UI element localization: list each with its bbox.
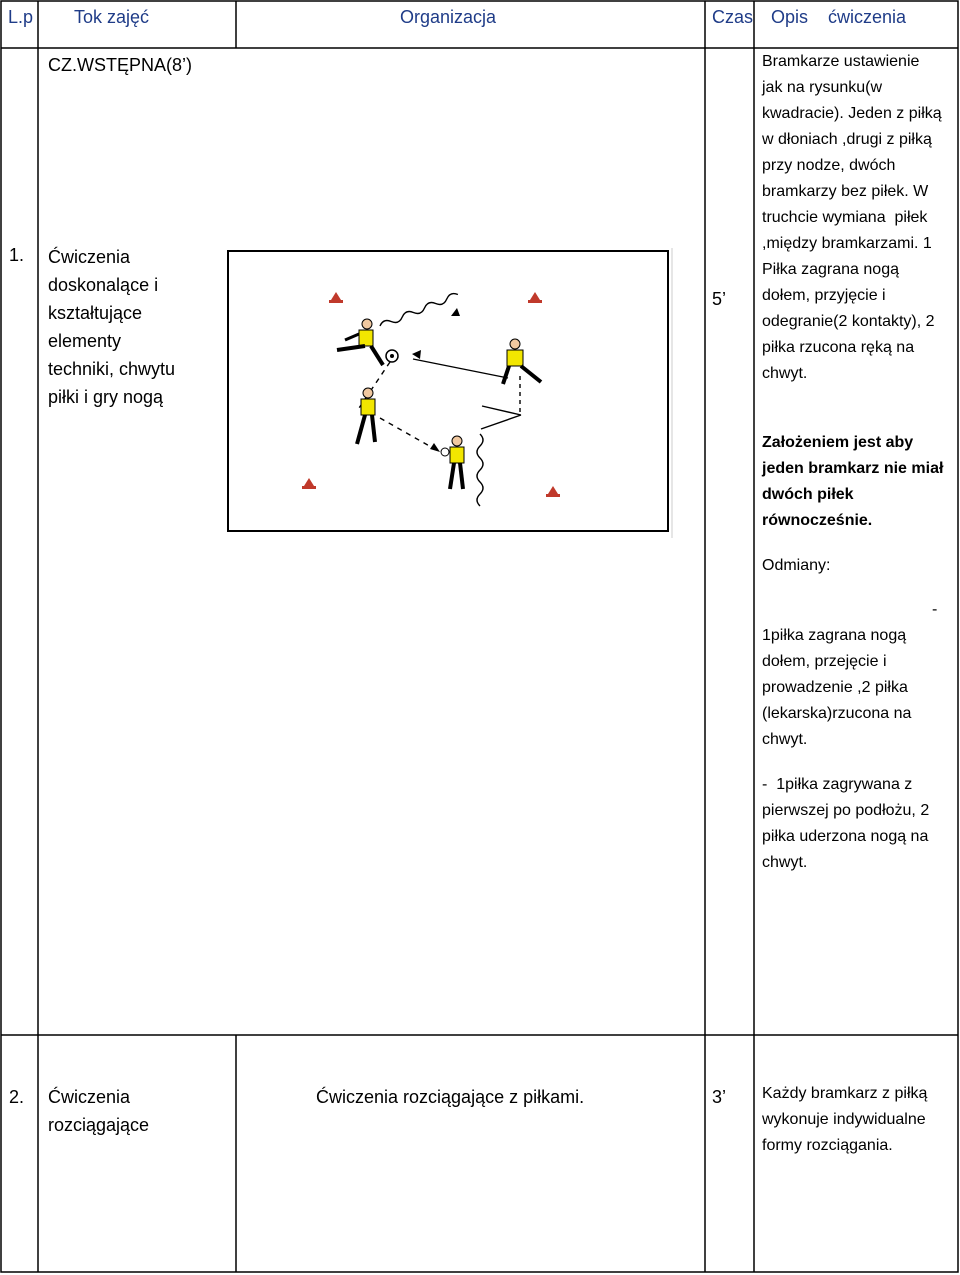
header-czas: Czas [712,7,754,27]
variant1-dash: - [932,601,938,618]
row1-part-title: CZ.WSTĘPNA(8’) [48,55,192,75]
header-tok: Tok zajęć [74,7,150,27]
variants-label: Odmiany: [762,557,831,574]
row2-czas: 3’ [712,1087,727,1107]
row2-number: 2. [9,1087,25,1107]
row1-czas: 5’ [712,289,727,309]
header-lp: L.p [8,7,34,27]
field-square [228,251,668,531]
row2-organizacja: Ćwiczenia rozciągające z piłkami. [316,1087,585,1107]
exercise-diagram [225,248,675,538]
header-opis: Opis ćwiczenia [771,7,907,27]
header-organizacja: Organizacja [400,7,497,27]
row1-number: 1. [9,245,25,265]
